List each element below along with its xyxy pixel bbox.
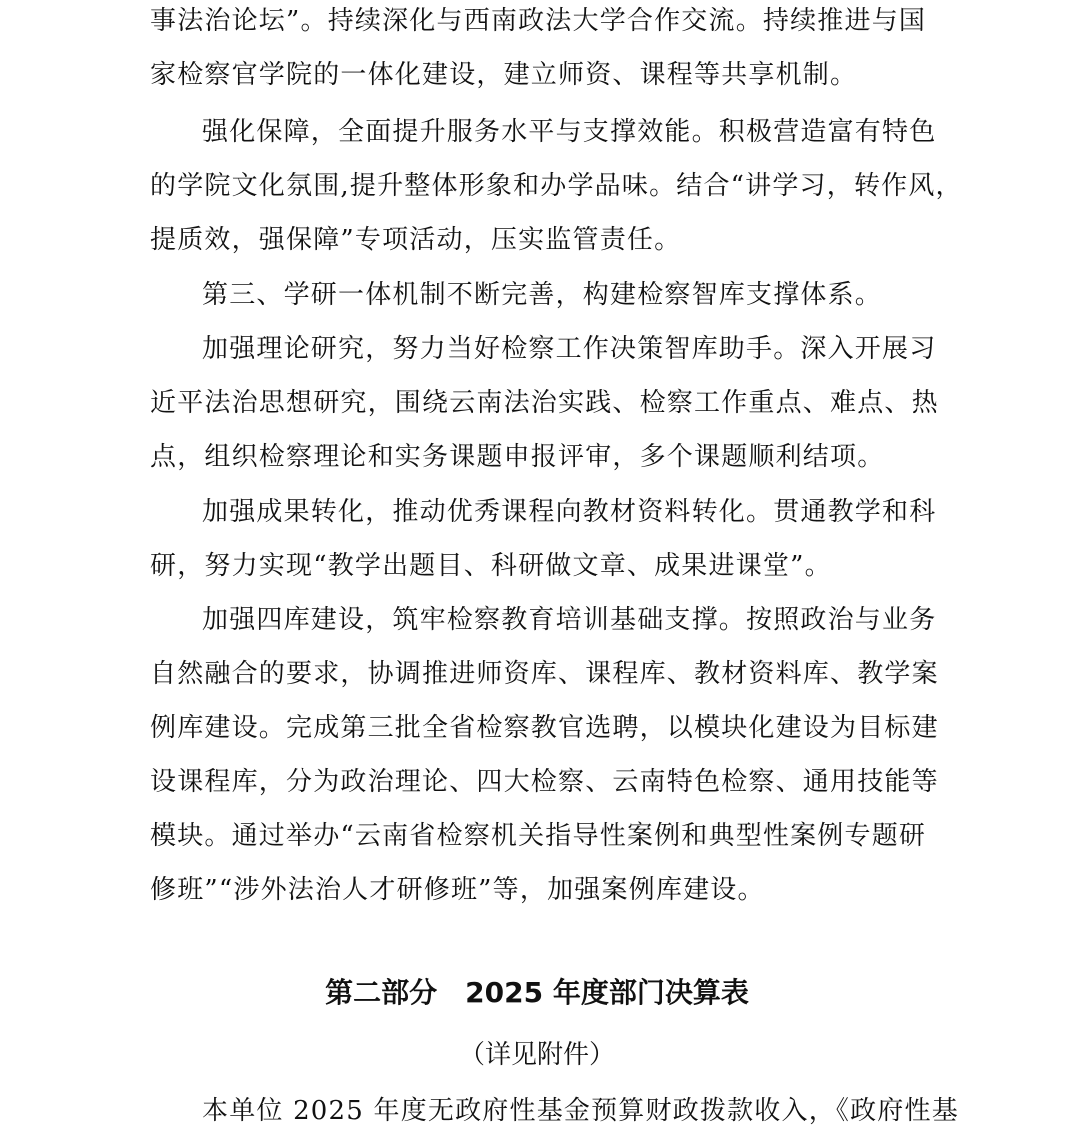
paragraph-line: 加强成果转化，推动优秀课程向教材资料转化。贯通教学和科 xyxy=(202,497,937,527)
paragraph-line: 修班”“涉外法治人才研修班”等，加强案例库建设。 xyxy=(150,875,765,905)
subsection-title: 第三、学研一体机制不断完善，构建检察智库支撑体系。 xyxy=(202,280,883,310)
paragraph-line: 强化保障，全面提升服务水平与支撑效能。积极营造富有特色 xyxy=(202,117,937,147)
paragraph-line: 模块。通过举办“云南省检察机关指导性案例和典型性案例专题研 xyxy=(150,821,927,851)
paragraph-line: 的学院文化氛围,提升整体形象和办学品味。结合“讲学习，转作风， xyxy=(150,171,963,201)
paragraph-line: 自然融合的要求，协调推进师资库、课程库、教材资料库、教学案 xyxy=(150,659,939,689)
paragraph-line: 事法治论坛”。持续深化与西南政法大学合作交流。持续推进与国 xyxy=(150,6,927,36)
paragraph-line: 近平法治思想研究，围绕云南法治实践、检察工作重点、难点、热 xyxy=(150,388,939,418)
paragraph-line: 例库建设。完成第三批全省检察教官选聘，以模块化建设为目标建 xyxy=(150,713,939,743)
paragraph-line: 家检察官学院的一体化建设，建立师资、课程等共享机制。 xyxy=(150,60,858,90)
paragraph-line: 设课程库，分为政治理论、四大检察、云南特色检察、通用技能等 xyxy=(150,767,939,797)
paragraph-line: 研，努力实现“教学出题目、科研做文章、成果进课堂”。 xyxy=(150,551,832,581)
paragraph-line: 提质效，强保障”专项活动，压实监管责任。 xyxy=(150,225,682,255)
paragraph-line: 加强四库建设，筑牢检察教育培训基础支撑。按照政治与业务 xyxy=(202,605,937,635)
paragraph-line: 加强理论研究，努力当好检察工作决策智库助手。深入开展习 xyxy=(202,334,937,364)
section-note: （详见附件） xyxy=(458,1040,615,1070)
paragraph-line: 点，组织检察理论和实务课题申报评审，多个课题顺利结项。 xyxy=(150,442,885,472)
paragraph-line: 本单位 2025 年度无政府性基金预算财政拨款收入，《政府性基 xyxy=(202,1096,959,1126)
section-heading: 第二部分 2025 年度部门决算表 xyxy=(325,976,749,1009)
